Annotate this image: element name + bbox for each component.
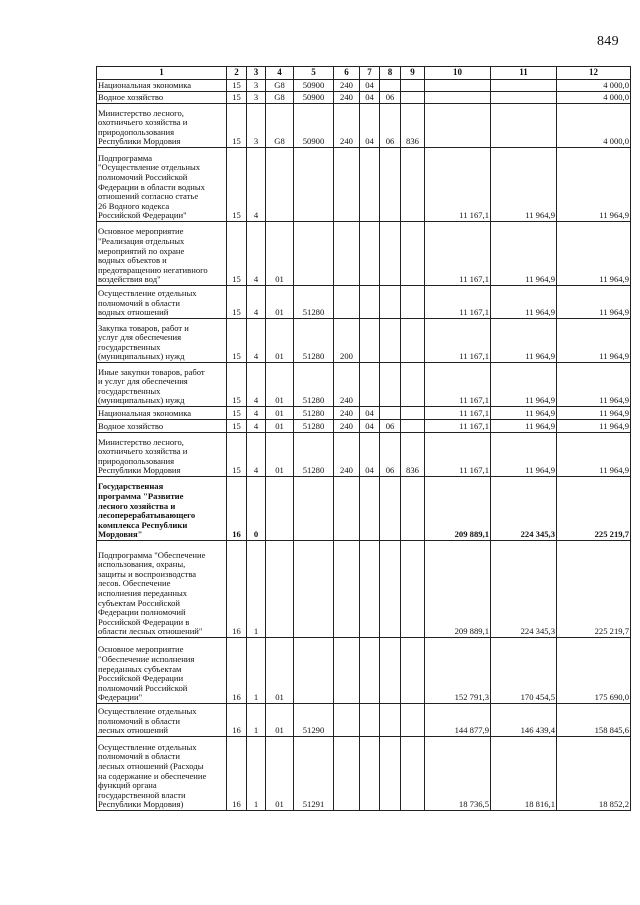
column-header: 10: [425, 67, 491, 80]
row-cell-col8: 06: [380, 420, 401, 433]
row-cell-col5: 50900: [294, 80, 334, 92]
row-cell-col7: 04: [360, 433, 380, 477]
row-cell-col2: 15: [227, 80, 247, 92]
row-cell-col5: 51290: [294, 704, 334, 737]
row-cell-col7: [360, 363, 380, 407]
row-cell-col12: 11 964,9: [557, 222, 631, 286]
row-cell-col6: 240: [334, 420, 360, 433]
page-number: 849: [597, 34, 619, 49]
row-cell-col11: 11 964,9: [491, 433, 557, 477]
row-cell-col2: 15: [227, 222, 247, 286]
row-cell-col2: 15: [227, 92, 247, 104]
row-cell-col11: 18 816,1: [491, 737, 557, 811]
column-header: 6: [334, 67, 360, 80]
budget-table: [96, 66, 631, 811]
row-cell-col11: 11 964,9: [491, 286, 557, 319]
row-cell-col7: [360, 319, 380, 363]
row-cell-col6: [334, 286, 360, 319]
row-cell-col2: 16: [227, 737, 247, 811]
row-cell-col9: [401, 638, 425, 704]
row-cell-col5: 51280: [294, 407, 334, 420]
row-cell-col6: 240: [334, 92, 360, 104]
table-row: [97, 737, 631, 811]
row-cell-col12: 11 964,9: [557, 148, 631, 222]
row-cell-col9: 836: [401, 433, 425, 477]
row-cell-col11: [491, 92, 557, 104]
row-cell-col12: 11 964,9: [557, 286, 631, 319]
row-cell-col5: [294, 222, 334, 286]
row-cell-col11: 224 345,3: [491, 541, 557, 638]
row-cell-col6: [334, 477, 360, 541]
row-cell-col3: 0: [247, 477, 266, 541]
row-cell-col11: 11 964,9: [491, 148, 557, 222]
row-cell-col6: 240: [334, 433, 360, 477]
row-cell-col10: 18 736,5: [425, 737, 491, 811]
table-row: [97, 222, 631, 286]
row-cell-col2: 16: [227, 477, 247, 541]
row-cell-col9: [401, 222, 425, 286]
row-cell-col6: [334, 638, 360, 704]
row-cell-col3: 3: [247, 92, 266, 104]
row-cell-col2: 15: [227, 420, 247, 433]
column-header: 3: [247, 67, 266, 80]
table-body: [97, 80, 631, 811]
row-cell-col10: 11 167,1: [425, 420, 491, 433]
row-cell-col12: 11 964,9: [557, 363, 631, 407]
table-row: [97, 704, 631, 737]
row-cell-col5: 50900: [294, 92, 334, 104]
row-cell-col8: [380, 638, 401, 704]
row-cell-col11: 11 964,9: [491, 407, 557, 420]
row-cell-col7: [360, 148, 380, 222]
table-row: [97, 319, 631, 363]
row-cell-col9: [401, 420, 425, 433]
row-cell-col3: 1: [247, 638, 266, 704]
row-name-cell: Подпрограмма "Обеспечение использования, охраны, защиты и воспроизводства лесов. Обеспечение исполнения переданных субъектам Российской Федерации полномочий Российской Федерации в области лесных отношений": [97, 541, 227, 638]
row-cell-col10: 11 167,1: [425, 286, 491, 319]
row-cell-col7: [360, 638, 380, 704]
row-cell-col3: 1: [247, 704, 266, 737]
row-cell-col4: 01: [266, 319, 294, 363]
row-cell-col5: 51291: [294, 737, 334, 811]
row-name-cell: Водное хозяйство: [97, 420, 227, 433]
row-cell-col12: 11 964,9: [557, 420, 631, 433]
row-cell-col3: 4: [247, 407, 266, 420]
row-cell-col7: 04: [360, 92, 380, 104]
row-cell-col11: 11 964,9: [491, 363, 557, 407]
row-cell-col12: 11 964,9: [557, 407, 631, 420]
row-cell-col2: 15: [227, 148, 247, 222]
row-name-cell: Министерство лесного, охотничьего хозяйства и природопользования Республики Мордовия: [97, 104, 227, 148]
row-cell-col12: 158 845,6: [557, 704, 631, 737]
row-cell-col3: 4: [247, 286, 266, 319]
row-cell-col10: 152 791,3: [425, 638, 491, 704]
row-name-cell: Иные закупки товаров, работ и услуг для обеспечения государственных (муниципальных) нужд: [97, 363, 227, 407]
row-cell-col10: 11 167,1: [425, 407, 491, 420]
row-cell-col2: 15: [227, 319, 247, 363]
row-cell-col3: 1: [247, 737, 266, 811]
row-cell-col4: G8: [266, 80, 294, 92]
row-cell-col7: [360, 737, 380, 811]
row-cell-col7: [360, 477, 380, 541]
row-cell-col8: 06: [380, 433, 401, 477]
row-cell-col5: [294, 541, 334, 638]
row-cell-col12: 225 219,7: [557, 477, 631, 541]
row-cell-col2: 15: [227, 363, 247, 407]
table-row: [97, 638, 631, 704]
row-cell-col11: 11 964,9: [491, 420, 557, 433]
row-cell-col9: [401, 92, 425, 104]
row-cell-col5: 51280: [294, 319, 334, 363]
row-cell-col3: 1: [247, 541, 266, 638]
row-cell-col2: 15: [227, 407, 247, 420]
row-cell-col4: 01: [266, 420, 294, 433]
row-cell-col11: [491, 104, 557, 148]
row-cell-col10: 11 167,1: [425, 433, 491, 477]
row-name-cell: Основное мероприятие "Реализация отдельных мероприятий по охране водных объектов и предотвращению негативного воздействия вод": [97, 222, 227, 286]
row-cell-col9: [401, 477, 425, 541]
row-cell-col4: 01: [266, 638, 294, 704]
row-cell-col7: [360, 704, 380, 737]
row-cell-col8: [380, 737, 401, 811]
row-cell-col9: [401, 80, 425, 92]
row-cell-col11: 170 454,5: [491, 638, 557, 704]
row-name-cell: Министерство лесного, охотничьего хозяйства и природопользования Республики Мордовия: [97, 433, 227, 477]
row-cell-col7: [360, 222, 380, 286]
row-cell-col10: [425, 104, 491, 148]
table-row: [97, 286, 631, 319]
row-name-cell: Осуществление отдельных полномочий в области водных отношений: [97, 286, 227, 319]
row-cell-col9: [401, 737, 425, 811]
column-header: 8: [380, 67, 401, 80]
row-cell-col8: 06: [380, 104, 401, 148]
row-cell-col7: 04: [360, 80, 380, 92]
column-header: 2: [227, 67, 247, 80]
row-cell-col8: [380, 80, 401, 92]
row-cell-col11: 146 439,4: [491, 704, 557, 737]
row-cell-col6: 240: [334, 104, 360, 148]
row-cell-col9: [401, 363, 425, 407]
row-cell-col10: 11 167,1: [425, 363, 491, 407]
row-cell-col10: 11 167,1: [425, 148, 491, 222]
row-cell-col5: [294, 477, 334, 541]
table-row: [97, 420, 631, 433]
column-header: 11: [491, 67, 557, 80]
row-name-cell: Национальная экономика: [97, 80, 227, 92]
row-cell-col5: 51280: [294, 420, 334, 433]
row-cell-col7: [360, 286, 380, 319]
row-cell-col4: 01: [266, 363, 294, 407]
row-cell-col4: 01: [266, 222, 294, 286]
row-cell-col5: [294, 638, 334, 704]
row-name-cell: Закупка товаров, работ и услуг для обеспечения государственных (муниципальных) нужд: [97, 319, 227, 363]
row-cell-col10: 11 167,1: [425, 319, 491, 363]
row-cell-col10: [425, 80, 491, 92]
row-cell-col4: G8: [266, 104, 294, 148]
row-cell-col4: [266, 148, 294, 222]
row-cell-col10: 209 889,1: [425, 541, 491, 638]
table-row: [97, 407, 631, 420]
row-cell-col6: [334, 148, 360, 222]
row-cell-col4: G8: [266, 92, 294, 104]
row-cell-col6: 240: [334, 407, 360, 420]
row-cell-col8: [380, 541, 401, 638]
row-cell-col4: 01: [266, 433, 294, 477]
row-cell-col8: 06: [380, 92, 401, 104]
row-cell-col12: 4 000,0: [557, 80, 631, 92]
row-cell-col3: 4: [247, 420, 266, 433]
row-cell-col9: [401, 704, 425, 737]
row-cell-col5: 51280: [294, 286, 334, 319]
row-cell-col7: 04: [360, 420, 380, 433]
row-name-cell: Национальная экономика: [97, 407, 227, 420]
row-cell-col9: [401, 319, 425, 363]
row-cell-col8: [380, 319, 401, 363]
table-row: [97, 92, 631, 104]
table-row: [97, 477, 631, 541]
row-cell-col3: 4: [247, 319, 266, 363]
row-cell-col9: [401, 541, 425, 638]
row-cell-col8: [380, 222, 401, 286]
row-cell-col6: [334, 737, 360, 811]
row-cell-col6: 200: [334, 319, 360, 363]
row-cell-col12: 11 964,9: [557, 433, 631, 477]
row-cell-col3: 3: [247, 80, 266, 92]
row-cell-col11: 224 345,3: [491, 477, 557, 541]
row-cell-col7: 04: [360, 104, 380, 148]
row-cell-col8: [380, 148, 401, 222]
row-cell-col4: [266, 541, 294, 638]
row-cell-col5: [294, 148, 334, 222]
table-row: [97, 148, 631, 222]
row-cell-col4: [266, 477, 294, 541]
row-cell-col8: [380, 363, 401, 407]
row-cell-col10: 144 877,9: [425, 704, 491, 737]
row-cell-col8: [380, 286, 401, 319]
row-cell-col2: 15: [227, 286, 247, 319]
row-cell-col4: 01: [266, 286, 294, 319]
table-row: [97, 433, 631, 477]
column-header: 7: [360, 67, 380, 80]
row-name-cell: Осуществление отдельных полномочий в области лесных отношений (Расходы на содержание и обеспечение функций органа государственной власти Республики Мордовия): [97, 737, 227, 811]
table-row: [97, 363, 631, 407]
row-cell-col2: 16: [227, 638, 247, 704]
row-cell-col12: 4 000,0: [557, 104, 631, 148]
row-name-cell: Государственная программа "Развитие лесного хозяйства и лесоперерабатывающего комплекса Республики Мордовия": [97, 477, 227, 541]
row-cell-col11: 11 964,9: [491, 319, 557, 363]
row-cell-col6: 240: [334, 363, 360, 407]
row-cell-col9: [401, 148, 425, 222]
row-cell-col11: 11 964,9: [491, 222, 557, 286]
row-cell-col7: 04: [360, 407, 380, 420]
row-cell-col8: [380, 407, 401, 420]
table-row: [97, 80, 631, 92]
row-cell-col5: 50900: [294, 104, 334, 148]
row-cell-col9: 836: [401, 104, 425, 148]
row-cell-col3: 4: [247, 363, 266, 407]
row-cell-col12: 175 690,0: [557, 638, 631, 704]
column-header: 4: [266, 67, 294, 80]
row-cell-col2: 15: [227, 433, 247, 477]
row-cell-col2: 16: [227, 541, 247, 638]
row-cell-col5: 51280: [294, 363, 334, 407]
row-cell-col3: 3: [247, 104, 266, 148]
row-name-cell: Подпрограмма "Осуществление отдельных полномочий Российской Федерации в области водных отношений согласно статье 26 Водного кодекса Российской Федерации": [97, 148, 227, 222]
row-cell-col6: [334, 704, 360, 737]
row-cell-col8: [380, 477, 401, 541]
column-header: 1: [97, 67, 227, 80]
row-cell-col6: [334, 222, 360, 286]
row-cell-col6: 240: [334, 80, 360, 92]
row-cell-col12: 225 219,7: [557, 541, 631, 638]
row-cell-col4: 01: [266, 407, 294, 420]
row-cell-col7: [360, 541, 380, 638]
row-cell-col8: [380, 704, 401, 737]
row-name-cell: Водное хозяйство: [97, 92, 227, 104]
row-name-cell: Осуществление отдельных полномочий в области лесных отношений: [97, 704, 227, 737]
row-name-cell: Основное мероприятие "Обеспечение исполнения переданных субъектам Российской Федерации полномочий Российской Федерации": [97, 638, 227, 704]
table-row: [97, 541, 631, 638]
row-cell-col3: 4: [247, 148, 266, 222]
row-cell-col4: 01: [266, 737, 294, 811]
row-cell-col9: [401, 286, 425, 319]
row-cell-col3: 4: [247, 433, 266, 477]
row-cell-col9: [401, 407, 425, 420]
row-cell-col10: 209 889,1: [425, 477, 491, 541]
column-header: 5: [294, 67, 334, 80]
row-cell-col4: 01: [266, 704, 294, 737]
row-cell-col2: 16: [227, 704, 247, 737]
row-cell-col12: 11 964,9: [557, 319, 631, 363]
row-cell-col2: 15: [227, 104, 247, 148]
column-header: 9: [401, 67, 425, 80]
row-cell-col11: [491, 80, 557, 92]
row-cell-col3: 4: [247, 222, 266, 286]
table-header: [97, 67, 631, 80]
row-cell-col5: 51280: [294, 433, 334, 477]
column-header: 12: [557, 67, 631, 80]
table-row: [97, 104, 631, 148]
row-cell-col10: [425, 92, 491, 104]
row-cell-col12: 18 852,2: [557, 737, 631, 811]
row-cell-col6: [334, 541, 360, 638]
row-cell-col12: 4 000,0: [557, 92, 631, 104]
row-cell-col10: 11 167,1: [425, 222, 491, 286]
